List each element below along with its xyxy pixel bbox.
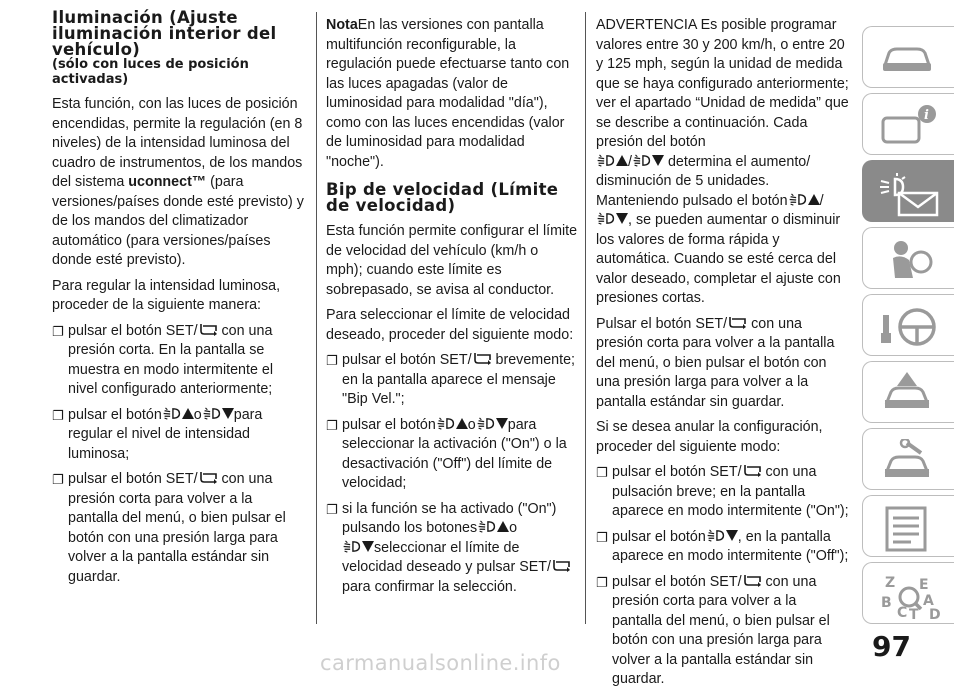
down-arrow-icon: [496, 418, 508, 429]
list-item: ❐ pulsar el botón SET/ con una presión corta para volver a la pantalla del menú, o bien pulsar el botón con una presión larga para volver a la pantalla estándar sin guardar.: [52, 471, 286, 585]
column-divider: [585, 12, 586, 624]
watermark: carmanualsonline.info: [320, 651, 561, 675]
wrench-car-icon: [877, 439, 937, 483]
index-icon: [877, 573, 941, 621]
column-1: [52, 10, 306, 593]
light-icon: [596, 154, 616, 167]
list-item: ❐ pulsar el botón SET/ con una presión corta. En la pantalla se muestra en modo intermitente el nivel configurado anteriormente;: [52, 322, 274, 397]
up-arrow-icon: [456, 418, 468, 429]
svg-text:D: D: [929, 607, 941, 621]
light-icon: [632, 154, 652, 167]
light-icon: [706, 529, 726, 542]
enter-button-icon: [742, 464, 762, 477]
paragraph: Pulsar el botón SET/ con una presión corta para volver a la pantalla del menú, o bien pulsar el botón con una presión larga para volver a la pantalla estándar sin guardar.: [596, 315, 835, 410]
enter-button-icon: [198, 471, 218, 484]
svg-text:A: A: [923, 593, 934, 609]
tab-steering[interactable]: [862, 294, 954, 356]
tab-technical-data[interactable]: [862, 495, 954, 557]
lights-mail-icon: [877, 171, 941, 217]
light-icon: [342, 540, 362, 553]
note-paragraph: NotaEn las versiones con pantalla multifunción reconfigurable, la regulación puede efectuarse tanto con las luces apagadas (valor de luminosidad para modalidad "día"), como con las luces encendidas (valor de luminosidad para modalidad "noche").: [326, 17, 570, 170]
enter-button-icon: [472, 352, 492, 365]
column-2: [326, 16, 578, 603]
paragraph: Para seleccionar el límite de velocidad deseado, proceder del siguiente modo:: [326, 307, 574, 343]
tab-maintenance[interactable]: [862, 428, 954, 490]
tab-lights-display[interactable]: [862, 160, 954, 222]
column-divider: [316, 12, 317, 624]
paragraph: Esta función permite configurar el límite de velocidad del vehículo (km/h o mph); cuando este límite es sobrepasado, se avisa al conductor.: [326, 223, 578, 298]
tab-emergency[interactable]: [862, 361, 954, 423]
uconnect-brand: uconnect™: [128, 174, 207, 190]
svg-text:i: i: [924, 108, 929, 123]
section-title-bip-velocidad: Bip de velocidad (Límite de velocidad): [326, 180, 559, 215]
column-3: [596, 16, 850, 696]
bullet-box-icon: ❐: [52, 323, 64, 339]
up-arrow-icon: [616, 155, 628, 166]
light-icon: [202, 407, 222, 420]
tab-airbag[interactable]: [862, 227, 954, 289]
light-icon: [436, 417, 456, 430]
steering-icon: [877, 305, 941, 349]
paragraph: Para regular la intensidad luminosa, proceder de la siguiente manera:: [52, 277, 281, 313]
down-arrow-icon: [222, 408, 234, 419]
info-icon: [877, 104, 937, 144]
up-arrow-icon: [808, 194, 820, 205]
chapter-tabs: [862, 26, 954, 636]
bullet-box-icon: ❐: [326, 353, 338, 368]
airbag-icon: [877, 238, 937, 282]
tab-info[interactable]: [862, 93, 954, 155]
section-title-iluminacion: Iluminación (Ajuste iluminación interior del vehículo): [52, 8, 277, 59]
note-label: Nota: [326, 17, 358, 33]
list-item: ❐ pulsar el botón o para regular el nivel de intensidad luminosa;: [52, 406, 263, 462]
enter-button-icon: [742, 574, 762, 587]
light-icon: [162, 407, 182, 420]
list-item: ❐ pulsar el botón SET/ con una presión corta para volver a la pantalla del menú, o bien pulsar el botón con una presión larga para volver a la pantalla estándar sin guardar.: [596, 573, 830, 687]
up-arrow-icon: [182, 408, 194, 419]
bullet-box-icon: ❐: [52, 407, 64, 423]
light-icon: [788, 193, 808, 206]
bullet-box-icon: ❐: [596, 574, 608, 590]
tab-index[interactable]: [862, 562, 954, 624]
warning-paragraph: ADVERTENCIA Es posible programar valores entre 30 y 200 km/h, o entre 20 y 125 mph, según la unidad de medida que se haya configurado anteriormente; ver el apartado “Unidad de medida” que se describe a continuación. Cada presión del botón / determina el aumento/ disminución de 5 unidades. Manteniendo pulsado el botón / , se pueden aumentar o disminuir los valores de forma rápida y automática. Cuando se esté cerca del valor deseado, completar el ajuste con presiones cortas.: [596, 17, 849, 306]
list-icon: [877, 506, 937, 552]
up-arrow-icon: [497, 521, 509, 532]
svg-text:C: C: [897, 605, 908, 621]
list-item: ❐ pulsar el botón SET/ brevemente; en la pantalla aparece el mensaje "Bip Vel.";: [326, 352, 575, 407]
down-arrow-icon: [616, 213, 628, 224]
bullet-box-icon: ❐: [596, 465, 608, 480]
enter-button-icon: [551, 559, 571, 572]
light-icon: [476, 417, 496, 430]
light-icon: [596, 212, 616, 225]
tab-car[interactable]: [862, 26, 954, 88]
list-item: ❐ pulsar el botón , en la pantalla aparece en modo intermitente ("Off");: [596, 528, 849, 564]
list-item: ❐ si la función se ha activado ("On") pulsando los botones o seleccionar el límite de velocidad deseado y pulsar SET/ para confirmar la selección.: [326, 500, 578, 598]
paragraph: Si se desea anular la configuración, proceder del siguiente modo:: [596, 419, 823, 455]
bullet-box-icon: ❐: [326, 501, 338, 517]
enter-button-icon: [727, 316, 747, 329]
down-arrow-icon: [726, 530, 738, 541]
bullet-box-icon: ❐: [596, 529, 608, 545]
car-icon: [877, 37, 937, 77]
warning-car-icon: [877, 372, 937, 416]
svg-text:E: E: [919, 577, 929, 593]
list-item: ❐ pulsar el botón SET/ con una pulsación breve; en la pantalla aparece en modo intermitente ("On");: [596, 464, 849, 519]
svg-text:B: B: [881, 595, 892, 611]
paragraph: Esta función, con las luces de posición encendidas, permite la regulación (en 8 niveles) de la intensidad luminosa del cuadro de instrumentos, de los mandos del sistema uconnect™ (para versiones/países donde esté previsto) y de los mandos del climatizador automático (para versiones/países donde esté previsto).: [52, 96, 304, 268]
down-arrow-icon: [652, 155, 664, 166]
svg-text:T: T: [909, 607, 919, 621]
list-item: ❐ pulsar el botón o para seleccionar la activación ("On") o la desactivación ("Off") del límite de velocidad;: [326, 416, 567, 491]
bullet-box-icon: ❐: [52, 472, 64, 487]
enter-button-icon: [198, 323, 218, 336]
bullet-box-icon: ❐: [326, 417, 338, 433]
down-arrow-icon: [362, 541, 374, 552]
svg-text:Z: Z: [885, 575, 896, 591]
light-icon: [477, 520, 497, 533]
page-number: 97: [872, 630, 911, 663]
section-subtitle: (sólo con luces de posición activadas): [52, 57, 249, 87]
